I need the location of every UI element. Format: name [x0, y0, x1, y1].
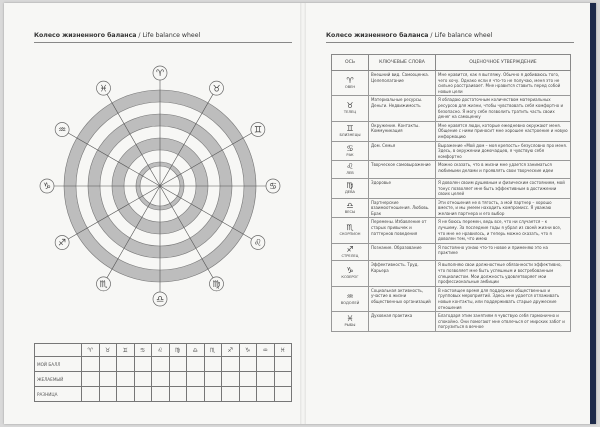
score-cell[interactable] — [187, 357, 205, 372]
axis-row — [332, 141, 571, 161]
score-cell[interactable] — [99, 387, 117, 402]
score-cell[interactable] — [152, 357, 170, 372]
scale-row-label: РАЗНИЦА — [35, 387, 82, 402]
axis-sign-cell — [332, 218, 369, 243]
axis-statement: Я постоянно узнаю что-то новое и применяю это на практике — [436, 243, 571, 261]
scale-row-label: ЖЕЛАЕМЫЙ — [35, 372, 82, 387]
axis-sign-cell — [332, 71, 369, 96]
scale-sign-icon: ♊ — [117, 344, 135, 357]
scale-sign-icon: ♍ — [169, 344, 187, 357]
score-cell[interactable] — [134, 372, 152, 387]
axis-name: ДЕВА — [344, 190, 355, 194]
axis-sign-cell — [332, 312, 369, 332]
sign-glyph-icon: ♊ — [253, 125, 262, 136]
axis-name: КОЗЕРОГ — [341, 275, 359, 280]
axis-statement: Я обладаю достаточным количеством материальных ресурсов для жизни, чтобы чувствовать себя комфортно и безопасно. Я могу себе позволить тратить часть своих денег на самоценку — [436, 96, 571, 121]
left-title-ru: Колесо жизненного баланса — [34, 32, 137, 39]
axis-keywords: Эффективность. Труд. Карьера — [369, 261, 436, 286]
scale-corner-cell — [35, 344, 82, 357]
book-spine — [300, 3, 306, 424]
score-cell[interactable] — [204, 357, 222, 372]
zodiac-icon: ♏ — [346, 223, 354, 233]
axis-name: СТРЕЛЕЦ — [341, 253, 359, 258]
book-spread — [4, 3, 596, 424]
right-page-title — [326, 32, 492, 39]
axis-row — [332, 96, 571, 121]
score-cell[interactable] — [99, 357, 117, 372]
axis-keywords: Партнерские взаимоотношения. Любовь. Брак — [369, 198, 436, 218]
score-cell[interactable] — [222, 387, 240, 402]
sign-glyph-icon: ♎ — [155, 295, 165, 306]
axis-statement: Эти отношения не в тягость, а мой партнер – хорошо вместе, и мы умеем находить компромисс. Я уважаю желания партнера и его выбор — [436, 198, 571, 218]
scale-header-row — [35, 344, 292, 357]
right-title-ru: Колесо жизненного баланса — [326, 32, 429, 39]
axis-table — [331, 54, 571, 332]
zodiac-icon: ♌ — [346, 162, 354, 172]
zodiac-icon: ♓ — [346, 314, 354, 324]
axis-row — [332, 161, 571, 179]
sign-glyph-icon: ♈ — [155, 69, 165, 80]
scale-sign-icon: ♌ — [152, 344, 170, 357]
score-cell[interactable] — [239, 387, 257, 402]
axis-statement: Я не боюсь перемен, ведь все, что ни случается – к лучшему. За последние годы я убрал из своей жизни все, что мне не нравилось, и теперь можно сказать, что я доволен тем, что имею — [436, 218, 571, 243]
left-title-sep: / — [138, 32, 141, 39]
score-cell[interactable] — [82, 357, 100, 372]
header-statement: ОЦЕНОЧНОЕ УТВЕРЖДЕНИЕ — [436, 55, 571, 71]
header-keywords: КЛЮЧЕВЫЕ СЛОВА — [369, 55, 436, 71]
sign-marker — [153, 292, 167, 306]
sign-marker — [210, 277, 224, 291]
axis-name: РАК — [346, 152, 354, 157]
score-cell[interactable] — [257, 357, 275, 372]
axis-row — [332, 261, 571, 286]
axis-sign-cell — [332, 96, 369, 121]
sign-glyph-icon: ♐ — [58, 238, 67, 249]
sign-marker — [251, 236, 265, 250]
axis-row — [332, 178, 571, 198]
score-cell[interactable] — [169, 387, 187, 402]
sign-marker — [210, 81, 224, 95]
zodiac-icon: ♎ — [346, 200, 354, 210]
score-cell[interactable] — [222, 357, 240, 372]
axis-name: ВОДОЛЕЙ — [340, 300, 360, 305]
scale-sign-icon: ♉ — [99, 344, 117, 357]
score-cell[interactable] — [222, 372, 240, 387]
axis-name: ТЕЛЕЦ — [343, 110, 357, 115]
left-title-rule — [34, 42, 292, 43]
zodiac-icon: ♋ — [346, 143, 354, 153]
axis-statement: Мне нравятся люди, которые ежедневно окружают меня. Общение с ними приносит мне хорошее настроение и новую информацию — [436, 121, 571, 141]
axis-row — [332, 286, 571, 311]
score-cell[interactable] — [257, 387, 275, 402]
scale-row-label: МОЙ БАЛЛ — [35, 357, 82, 372]
score-cell[interactable] — [274, 357, 292, 372]
sign-marker — [97, 81, 111, 95]
sign-marker — [266, 179, 280, 193]
axis-keywords: Здоровье — [369, 178, 436, 198]
score-cell[interactable] — [187, 387, 205, 402]
axis-sign-cell — [332, 286, 369, 311]
zodiac-icon: ♊ — [346, 123, 354, 133]
axis-row — [332, 198, 571, 218]
axis-sign-cell — [332, 161, 369, 179]
score-cell[interactable] — [152, 372, 170, 387]
scale-sign-icon: ♐ — [222, 344, 240, 357]
sign-glyph-icon: ♑ — [42, 182, 52, 193]
axis-name: РЫБЫ — [344, 323, 356, 328]
scale-sign-icon: ♑ — [239, 344, 257, 357]
score-cell[interactable] — [117, 357, 135, 372]
axis-statement: Мне нравится, как я выгляжу. Обычно я добиваюсь того, чего хочу. Однако если я что-то не получаю, меня это не сильно расстраивает. Мне нравится ставить перед собой новые цели — [436, 71, 571, 96]
axis-sign-cell — [332, 198, 369, 218]
score-cell[interactable] — [117, 372, 135, 387]
zodiac-icon: ♉ — [346, 101, 354, 111]
scale-sign-icon: ♒ — [257, 344, 275, 357]
score-cell[interactable] — [82, 372, 100, 387]
axis-statement: Я доволен своим душевным и физическим состоянием, мой тонус позволяет мне быть эффективным в достижении своих целей — [436, 178, 571, 198]
score-cell[interactable] — [169, 357, 187, 372]
right-title-en: Life balance wheel — [434, 32, 493, 39]
sign-marker — [153, 66, 167, 80]
zodiac-icon: ♒ — [346, 291, 354, 301]
axis-name: БЛИЗНЕЦЫ — [339, 132, 361, 137]
zodiac-icon: ♐ — [346, 244, 354, 254]
score-cell[interactable] — [257, 372, 275, 387]
right-title-rule — [326, 42, 574, 43]
axis-statement: Можно сказать, что в жизни мне удается заниматься любимыми делами и проявлять свои творческие идеи — [436, 161, 571, 179]
axis-keywords: Творческое самовыражение — [369, 161, 436, 179]
left-page-title — [34, 32, 200, 39]
left-title-en: Life balance wheel — [142, 32, 201, 39]
scale-sign-icon: ♋ — [134, 344, 152, 357]
cover-edge — [590, 3, 596, 424]
sign-marker — [55, 236, 69, 250]
axis-row — [332, 218, 571, 243]
sign-marker — [55, 123, 69, 137]
axis-keywords: Духовная практика — [369, 312, 436, 332]
axis-row — [332, 121, 571, 141]
scale-sign-icon: ♈ — [82, 344, 100, 357]
axis-statement: Я выполняю свои должностные обязанности эффективно, что позволяет мне быть успешным и востребованным специалистом. Мои должность удовлетворяет мои профессиональные амбиции — [436, 261, 571, 286]
score-cell[interactable] — [134, 357, 152, 372]
header-axis: ОСЬ — [332, 55, 369, 71]
score-cell[interactable] — [134, 387, 152, 402]
axis-name: ВЕСЫ — [344, 209, 356, 214]
axis-sign-cell — [332, 121, 369, 141]
score-cell[interactable] — [169, 372, 187, 387]
axis-keywords: Окружение. Контакты. Коммуникация — [369, 121, 436, 141]
zodiac-icon: ♍ — [346, 181, 354, 190]
axis-keywords: Социальная активность, участие в жизни общественных организаций — [369, 286, 436, 311]
sign-marker — [251, 123, 265, 137]
score-cell[interactable] — [99, 372, 117, 387]
scale-row — [35, 372, 292, 387]
axis-name: ОВЕН — [344, 84, 356, 89]
sign-glyph-icon: ♒ — [58, 125, 67, 136]
scale-sign-icon: ♏ — [204, 344, 222, 357]
axis-row — [332, 312, 571, 332]
score-cell[interactable] — [239, 372, 257, 387]
score-table — [34, 343, 292, 402]
zodiac-icon: ♈ — [346, 75, 354, 85]
score-cell[interactable] — [274, 387, 292, 402]
sign-glyph-icon: ♌ — [253, 238, 262, 249]
score-cell[interactable] — [204, 372, 222, 387]
axis-sign-cell — [332, 261, 369, 286]
axis-name: ЛЕВ — [346, 171, 354, 176]
axis-sign-cell — [332, 178, 369, 198]
score-cell[interactable] — [152, 387, 170, 402]
axis-row — [332, 71, 571, 96]
axis-keywords: Внешний вид. Самооценка. Целеполагание — [369, 71, 436, 96]
scale-row — [35, 357, 292, 372]
scale-sign-icon: ♓ — [274, 344, 292, 357]
sign-glyph-icon: ♍ — [212, 280, 221, 291]
axis-keywords: Материальные ресурсы. Деньги. Недвижимость — [369, 96, 436, 121]
sign-glyph-icon: ♏ — [99, 280, 108, 291]
axis-statement: Выражение «Мой дом – моя крепость» безусловно про меня. Здесь, в окружении домочадцев, я чувствую себя комфортно — [436, 141, 571, 161]
axis-keywords: Перемены. Избавление от старых привычек и паттернов поведения — [369, 218, 436, 243]
axis-sign-cell — [332, 141, 369, 161]
scale-row — [35, 387, 292, 402]
score-cell[interactable] — [274, 372, 292, 387]
sign-marker — [97, 277, 111, 291]
score-cell[interactable] — [204, 387, 222, 402]
axis-keywords: Познание. Образование — [369, 243, 436, 261]
score-cell[interactable] — [117, 387, 135, 402]
score-cell[interactable] — [239, 357, 257, 372]
right-title-sep: / — [430, 32, 433, 39]
axis-keywords: Дом. Семья — [369, 141, 436, 161]
zodiac-icon: ♑ — [346, 266, 354, 276]
axis-name: СКОРПИОН — [339, 232, 361, 237]
axis-statement: Благодаря этим занятиям я чувствую себя гармонично и спокойно. Они помогают мне отвлечься от мирских забот и погрузиться в вечное — [436, 312, 571, 332]
balance-wheel — [30, 58, 290, 323]
score-cell[interactable] — [187, 372, 205, 387]
axis-statement: В настоящее время для поддержки общественных и групповых мероприятий. Здесь мне удается отлаживать новые контакты, или поддерживать старые дружеские отношения — [436, 286, 571, 311]
sign-glyph-icon: ♋ — [268, 182, 278, 193]
sign-glyph-icon: ♉ — [212, 84, 221, 95]
axis-sign-cell — [332, 243, 369, 261]
sign-glyph-icon: ♓ — [99, 84, 108, 95]
sign-marker — [40, 179, 54, 193]
axis-row — [332, 243, 571, 261]
scale-sign-icon: ♎ — [187, 344, 205, 357]
score-cell[interactable] — [82, 387, 100, 402]
